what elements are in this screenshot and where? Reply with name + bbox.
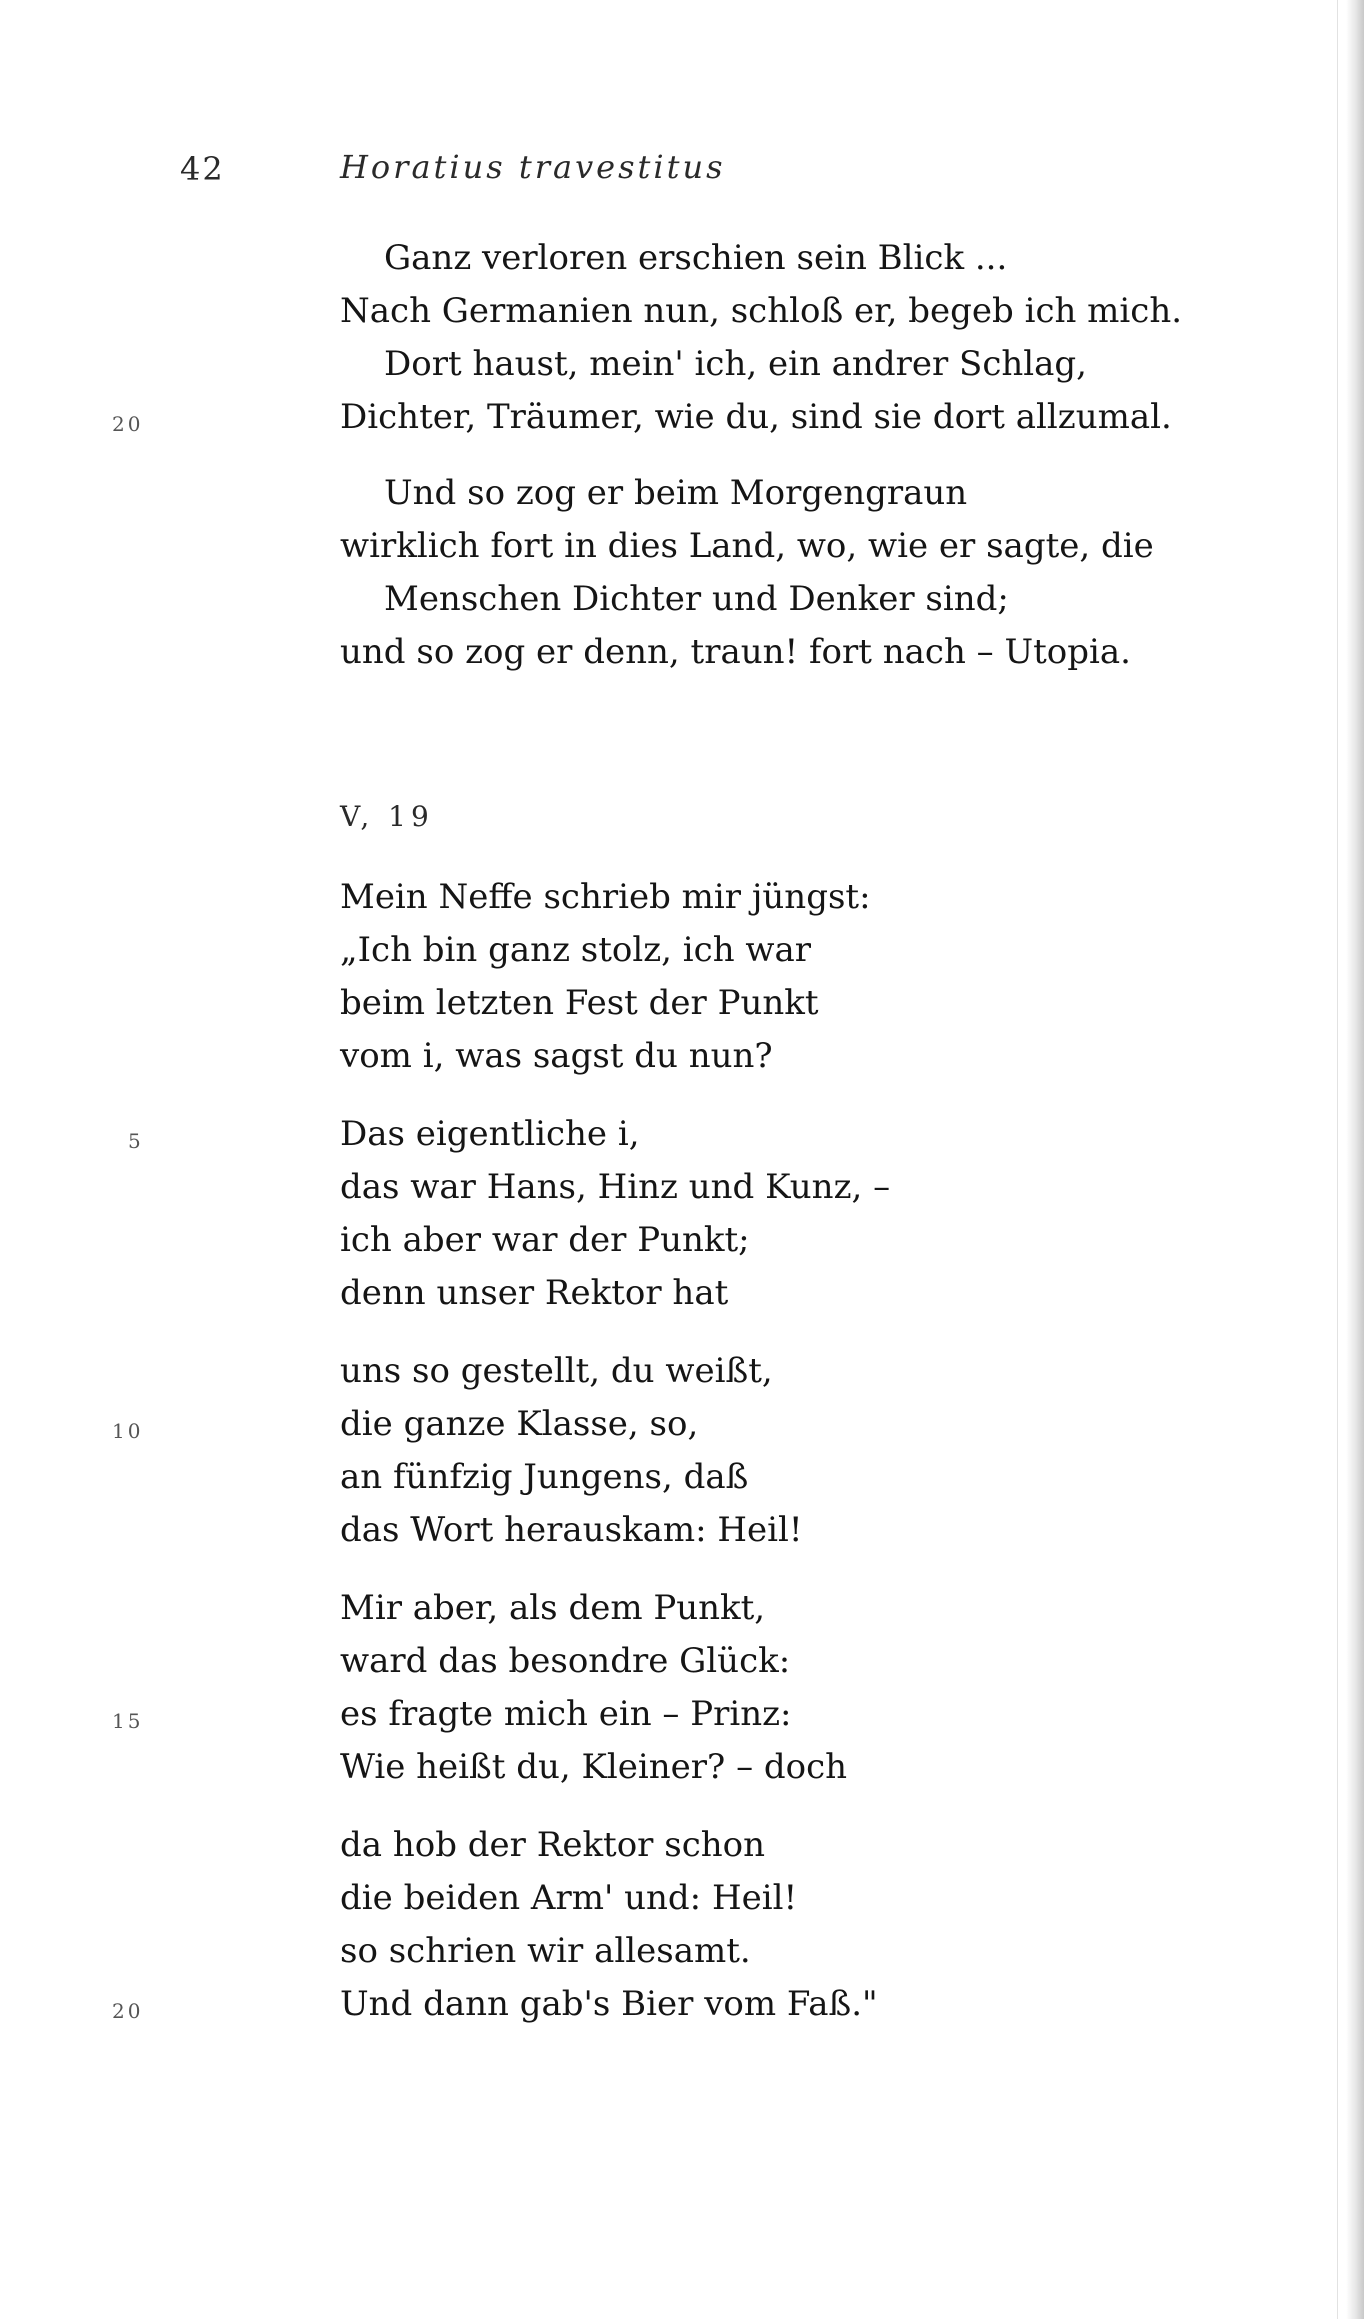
line-number-15: 15 xyxy=(112,1709,144,1733)
running-title: Horatius travestitus xyxy=(340,148,726,186)
poem2-line-3: beim letzten Fest der Punkt xyxy=(340,983,819,1023)
poem1-line-8: und so zog er denn, traun! fort nach – Utopia. xyxy=(340,632,1131,672)
page-number: 42 xyxy=(180,150,225,188)
poem1-line-1: Ganz verloren erschien sein Blick ... xyxy=(384,238,1008,278)
poem2-line-5: Das eigentliche i, xyxy=(340,1114,640,1154)
poem2-line-14: ward das besondre Glück: xyxy=(340,1641,791,1681)
poem2-line-7: ich aber war der Punkt; xyxy=(340,1220,750,1260)
poem2-line-18: die beiden Arm' und: Heil! xyxy=(340,1878,798,1918)
page-edge-shadow xyxy=(1346,0,1364,2319)
poem2-line-6: das war Hans, Hinz und Kunz, – xyxy=(340,1167,891,1207)
poem1-line-3: Dort haust, mein' ich, ein andrer Schlag, xyxy=(384,344,1087,384)
page-edge-line xyxy=(1337,0,1338,2319)
poem2-line-8: denn unser Rektor hat xyxy=(340,1273,729,1313)
poem1-line-5: Und so zog er beim Morgengraun xyxy=(384,473,968,513)
poem2-line-20: Und dann gab's Bier vom Faß." xyxy=(340,1984,878,2024)
poem2-line-11: an fünfzig Jungens, daß xyxy=(340,1457,749,1497)
line-number-5: 5 xyxy=(128,1129,144,1153)
poem-identifier: V, 19 xyxy=(340,800,434,833)
poem1-line-6: wirklich fort in dies Land, wo, wie er sagte, die xyxy=(340,526,1154,566)
poem2-line-15: es fragte mich ein – Prinz: xyxy=(340,1694,792,1734)
line-number-20: 20 xyxy=(112,412,144,436)
line-number-20-b: 20 xyxy=(112,1999,144,2023)
poem2-line-16: Wie heißt du, Kleiner? – doch xyxy=(340,1747,848,1787)
poem1-line-4: Dichter, Träumer, wie du, sind sie dort allzumal. xyxy=(340,397,1172,437)
poem1-line-2: Nach Germanien nun, schloß er, begeb ich mich. xyxy=(340,291,1183,331)
poem2-line-17: da hob der Rektor schon xyxy=(340,1825,765,1865)
poem2-line-1: Mein Neffe schrieb mir jüngst: xyxy=(340,877,871,917)
poem2-line-13: Mir aber, als dem Punkt, xyxy=(340,1588,766,1628)
line-number-10: 10 xyxy=(112,1419,144,1443)
poem2-line-4: vom i, was sagst du nun? xyxy=(340,1036,773,1076)
poem2-line-9: uns so gestellt, du weißt, xyxy=(340,1351,773,1391)
poem2-line-12: das Wort herauskam: Heil! xyxy=(340,1510,803,1550)
poem2-line-19: so schrien wir allesamt. xyxy=(340,1931,751,1971)
poem2-line-10: die ganze Klasse, so, xyxy=(340,1404,699,1444)
poem1-line-7: Menschen Dichter und Denker sind; xyxy=(384,579,1009,619)
poem2-line-2: „Ich bin ganz stolz, ich war xyxy=(340,930,812,970)
